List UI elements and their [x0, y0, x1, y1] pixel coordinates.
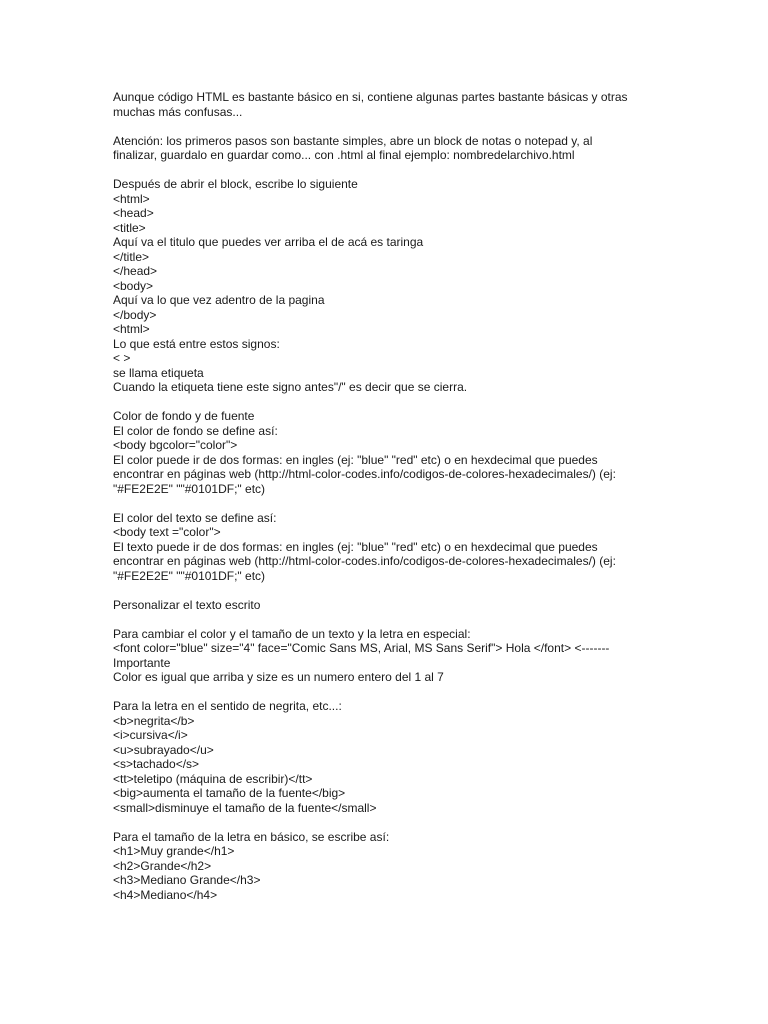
code-line: <body text ="color"> — [113, 525, 221, 539]
text-line: Atención: los primeros pasos son bastante simples, abre un block de notas o notepad y, al — [113, 133, 593, 148]
text-line: Color de fondo y de fuente — [113, 409, 255, 423]
paragraph-basic-structure — [113, 177, 653, 395]
code-line: </head> — [113, 264, 158, 278]
code-line: <title> — [113, 220, 146, 235]
text-line: Cuando la etiqueta tiene este signo antes"/" es decir que se cierra. — [113, 380, 468, 394]
code-line: <h1>Muy grande</h1> — [113, 844, 235, 858]
code-line: <big>aumenta el tamaño de la fuente</big> — [113, 786, 346, 800]
paragraph-text-color — [113, 511, 653, 584]
code-line: <small>disminuye el tamaño de la fuente</small> — [113, 800, 377, 815]
code-line: <body> — [113, 278, 154, 293]
paragraph-heading-sizes — [113, 830, 653, 903]
paragraph-font-tag — [113, 627, 653, 685]
code-line: <h2>Grande</h2> — [113, 858, 212, 873]
code-line: <tt>teletipo (máquina de escribir)</tt> — [113, 771, 313, 786]
text-line: Aquí va lo que vez adentro de la pagina — [113, 293, 325, 307]
text-line: "#FE2E2E" ""#0101DF;" etc) — [113, 481, 266, 496]
text-line: El color puede ir de dos formas: en ingles (ej: "blue" "red" etc) o en hexdecimal que puedes — [113, 452, 598, 467]
code-line: <i>cursiva</i> — [113, 728, 188, 742]
text-line: encontrar en páginas web (http://html-color-codes.info/codigos-de-colores-hexadecimales/) (ej: — [113, 467, 616, 481]
text-line: finalizar, guardalo en guardar como... con .html al final ejemplo: nombredelarchivo.html — [113, 148, 575, 162]
paragraph-attention — [113, 134, 653, 163]
code-line: <s>tachado</s> — [113, 757, 200, 771]
document-page — [113, 90, 653, 917]
code-line: </body> — [113, 307, 157, 322]
text-line: Personalizar el texto escrito — [113, 597, 261, 612]
code-line: <html> — [113, 191, 150, 206]
code-line: <head> — [113, 206, 154, 220]
text-line: encontrar en páginas web (http://html-color-codes.info/codigos-de-colores-hexadecimales/) (ej: — [113, 554, 616, 568]
text-line: se llama etiqueta — [113, 365, 204, 380]
code-line: <b>negrita</b> — [113, 713, 195, 728]
code-line: <html> — [113, 322, 150, 336]
paragraph-custom-text-heading — [113, 598, 653, 613]
text-line: Para cambiar el color y el tamaño de un texto y la letra en especial: — [113, 626, 471, 641]
code-line: <u>subrayado</u> — [113, 742, 214, 757]
text-line: Aunque código HTML es bastante básico en si, contiene algunas partes bastante básicas y otras — [113, 90, 628, 104]
text-line: Para el tamaño de la letra en básico, se escribe así: — [113, 829, 390, 844]
text-line: Aquí va el titulo que puedes ver arriba el de acá es taringa — [113, 235, 424, 249]
text-line: muchas más confusas... — [113, 104, 243, 119]
code-line: <h3>Mediano Grande</h3> — [113, 873, 261, 887]
text-line: El color de fondo se define así: — [113, 423, 278, 438]
text-line: Importante — [113, 655, 171, 670]
text-line: El color del texto se define así: — [113, 510, 277, 525]
text-line: Color es igual que arriba y size es un numero entero del 1 al 7 — [113, 670, 444, 684]
paragraph-text-styles — [113, 699, 653, 815]
paragraph-intro — [113, 90, 653, 119]
text-line: "#FE2E2E" ""#0101DF;" etc) — [113, 568, 266, 583]
text-line: Lo que está entre estos signos: — [113, 336, 280, 351]
paragraph-background-color — [113, 409, 653, 496]
text-line: El texto puede ir de dos formas: en ingles (ej: "blue" "red" etc) o en hexdecimal que puedes — [113, 539, 598, 554]
text-line: Para la letra en el sentido de negrita, etc...: — [113, 699, 342, 713]
code-line: <h4>Mediano</h4> — [113, 887, 218, 902]
code-line: <font color="blue" size="4" face="Comic Sans MS, Arial, MS Sans Serif"> Hola </font> <------- — [113, 641, 610, 655]
code-line: <body bgcolor="color"> — [113, 438, 238, 452]
code-line: </title> — [113, 249, 150, 264]
text-line: Después de abrir el block, escribe lo siguiente — [113, 177, 358, 191]
code-line: < > — [113, 351, 131, 365]
